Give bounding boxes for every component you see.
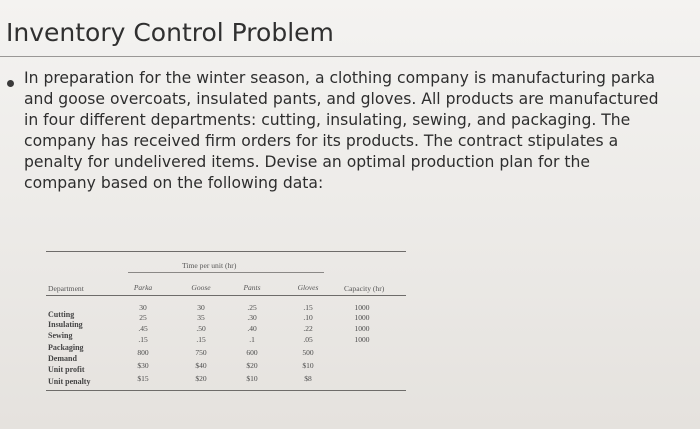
table-cell: .05 [303,335,313,344]
description-line: company has received firm orders for its products. The contract stipulates a [24,132,619,150]
description-line: penalty for undelivered items. Devise an optimal production plan for the [24,153,590,171]
table-bottom-rule [46,390,406,391]
table-cell: .40 [247,324,257,333]
table-cell: 30 [139,303,147,312]
bullet-icon [7,80,14,87]
row-label-packaging: Packaging [48,343,84,352]
table-cell: .50 [196,324,206,333]
table-cell: 1000 [354,313,370,322]
table-cell: .10 [303,313,313,322]
table-cell: 600 [246,348,258,357]
column-header-department: Department [48,284,84,293]
data-table [46,250,406,400]
table-cell: 500 [302,348,314,357]
column-header-parka: Parka [133,283,153,292]
description-line: company based on the following data: [24,174,324,192]
description-line: in four different departments: cutting, insulating, sewing, and packaging. The [24,111,631,129]
table-cell: $10 [246,374,258,383]
table-cell: $15 [137,374,149,383]
table-cell: $8 [304,374,312,383]
table-cell: $10 [302,361,314,370]
row-label-insulating: Insulating [48,320,83,329]
table-cell: .1 [249,335,255,344]
table-cell: 750 [195,348,207,357]
group-header-rule [128,272,324,273]
column-header-goose: Goose [191,283,211,292]
table-cell: 1000 [354,303,370,312]
table-cell: .30 [247,313,257,322]
header-bottom-rule [46,295,406,296]
row-label-unit-profit: Unit profit [48,365,85,374]
problem-description [24,68,696,194]
table-cell: $30 [137,361,149,370]
column-header-gloves: Gloves [297,283,319,292]
table-cell: 30 [197,303,205,312]
table-cell: 1000 [354,324,370,333]
table-cell: .25 [247,303,257,312]
table-cell: .15 [196,335,206,344]
row-label-demand: Demand [48,354,77,363]
description-line: In preparation for the winter season, a clothing company is manufacturing parka [24,69,656,87]
table-cell: 1000 [354,335,370,344]
table-cell: $20 [246,361,258,370]
slide-title: Inventory Control Problem [6,18,334,47]
table-cell: 25 [139,313,147,322]
table-top-rule [46,251,406,252]
table-cell: .22 [303,324,313,333]
table-cell: 800 [137,348,149,357]
title-divider [0,56,700,57]
column-header-capacity: Capacity (hr) [344,284,385,293]
table-cell: .15 [138,335,148,344]
row-label-sewing: Sewing [48,331,73,340]
table-cell: .15 [303,303,313,312]
table-cell: $40 [195,361,207,370]
time-per-unit-header: Time per unit (hr) [182,261,237,270]
row-label-cutting: Cutting [48,310,75,319]
row-label-unit-penalty: Unit penalty [48,377,91,386]
table-cell: $20 [195,374,207,383]
table-cell: 35 [197,313,205,322]
table-cell: .45 [138,324,148,333]
description-line: and goose overcoats, insulated pants, and gloves. All products are manufactured [24,90,659,108]
column-header-pants: Pants [243,283,261,292]
